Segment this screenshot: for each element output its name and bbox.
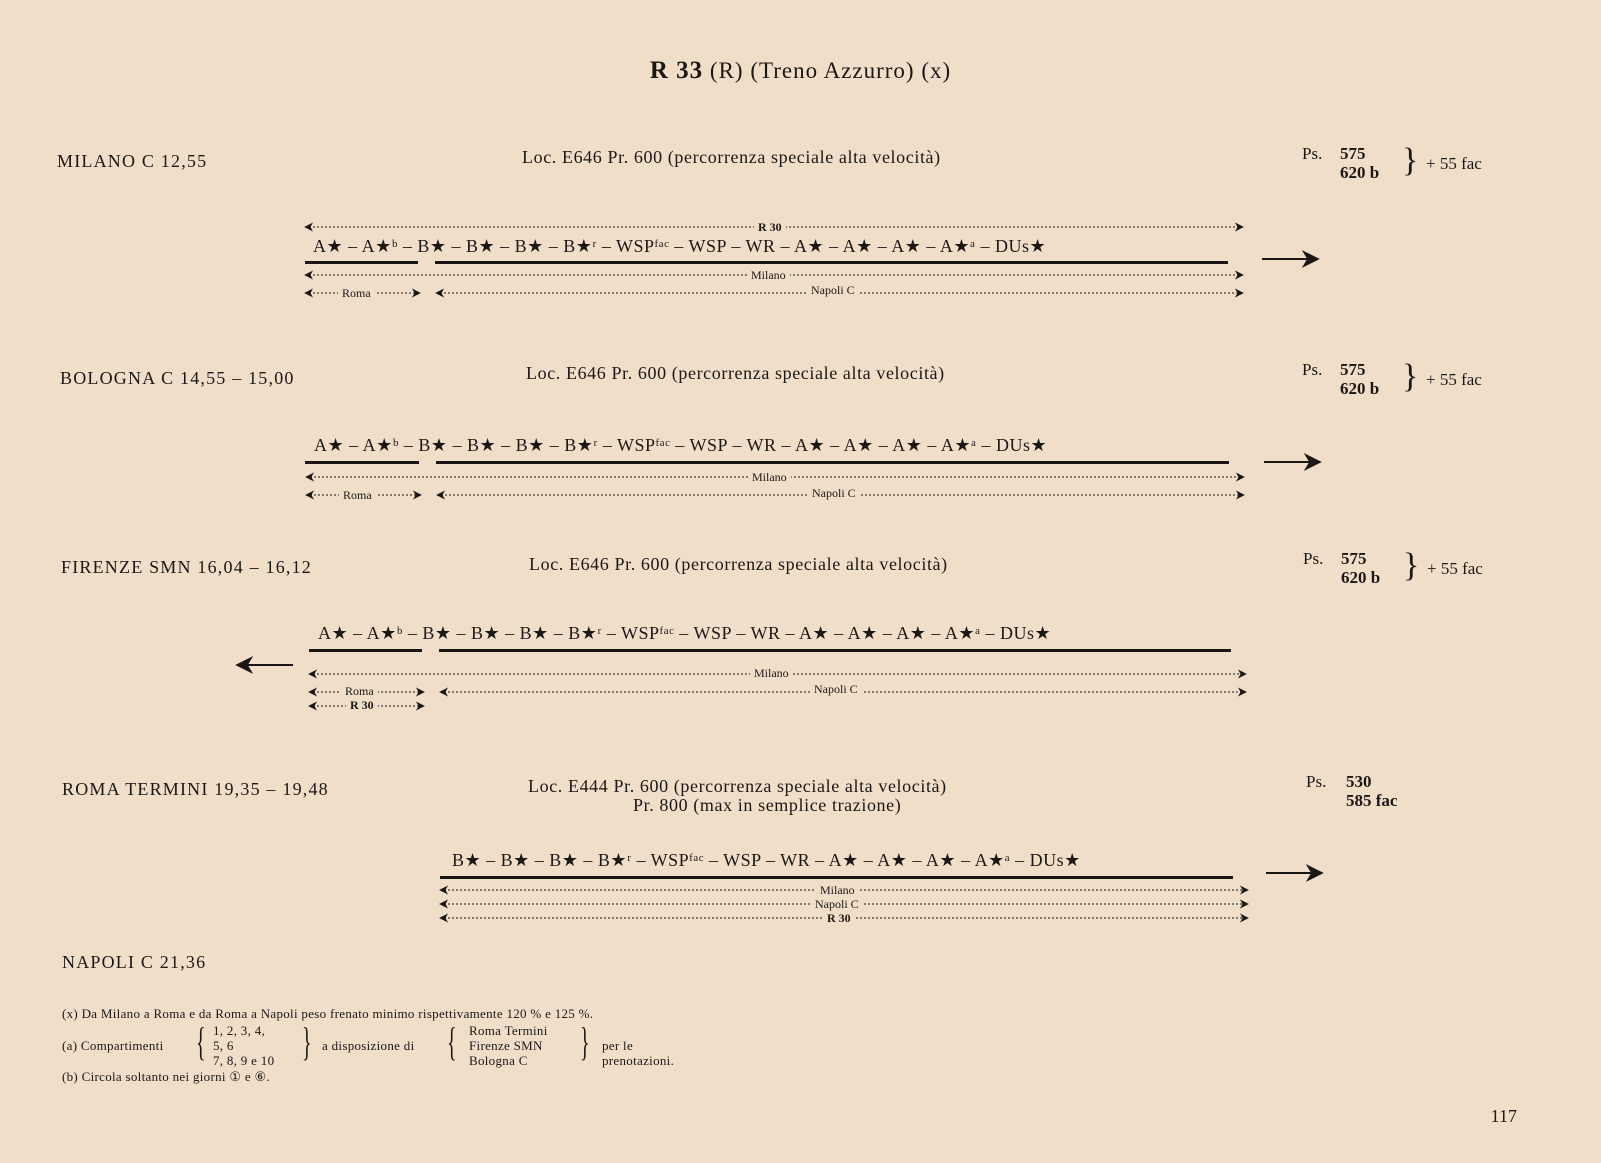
label-napoli: Napoli C [811,897,863,912]
station-bologna: BOLOGNA C 14,55 – 15,00 [60,368,295,388]
label-roma: Roma [339,488,376,503]
loco-info: Loc. E646 Pr. 600 (percorrenza speciale alta velocità) [526,363,945,383]
ps-value-1: 575 [1340,360,1366,379]
station-firenze: FIRENZE SMN 16,04 – 16,12 [61,557,313,577]
note-b: (b) Circola soltanto nei giorni ① e ⑥. [62,1069,270,1084]
label-napoli: Napoli C [810,682,862,697]
station-roma-termini: ROMA TERMINI 19,35 – 19,48 [62,779,329,799]
label-r30: R 30 [823,911,855,926]
composition-group-a: A★ – A★ᵇ – [318,623,418,643]
ps-value-2: 620 b [1341,568,1381,587]
note-a-mid: a disposizione di [322,1038,415,1053]
ps-extra: + 55 fac [1426,370,1482,389]
label-roma: Roma [341,684,378,699]
label-milano: Milano [750,666,793,681]
page-title [0,57,1601,85]
note-a-list-2: 5, 6 [213,1038,234,1053]
brace-left-2: { [447,1019,457,1064]
note-x: (x) Da Milano a Roma e da Roma a Napoli peso frenato minimo rispettivamente 120 % e 125 %. [62,1006,594,1021]
label-roma: Roma [338,286,375,301]
ps-extra: + 55 fac [1427,559,1483,578]
ps-value-2: 620 b [1340,379,1380,398]
ps-extra: + 55 fac [1426,154,1482,173]
composition-group-a: A★ – A★ᵇ – [314,435,414,455]
loco-info-2: Pr. 800 (max in semplice trazione) [633,795,902,815]
composition-group-a: A★ – A★ᵇ – [313,236,413,256]
note-a-station-1: Roma Termini [469,1023,548,1038]
loco-info: Loc. E646 Pr. 600 (percorrenza speciale alta velocità) [522,147,941,167]
brace: } [1402,358,1419,395]
station-milano: MILANO C 12,55 [57,151,208,171]
ps-value-1: 575 [1341,549,1367,568]
note-a-suffix: per le prenotazioni. [602,1038,675,1068]
brace-right-2: } [580,1019,590,1064]
train-description: (R) (Treno Azzurro) (x) [709,58,952,83]
weight-block [1302,144,1522,184]
loco-info: Loc. E444 Pr. 600 (percorrenza speciale alta velocità) [528,776,947,796]
label-milano: Milano [816,883,859,898]
station-napoli: NAPOLI C 21,36 [62,952,207,972]
train-number: R 33 [649,57,704,84]
page-number: 117 [1490,1106,1517,1126]
ps-value-1: 530 [1346,772,1372,791]
route-arrows [0,440,1601,510]
ps-label: Ps. [1302,144,1323,163]
brace-left: { [196,1019,206,1064]
loco-info: Loc. E646 Pr. 600 (percorrenza speciale alta velocità) [529,554,948,574]
route-arrows [0,215,1601,305]
note-a-list-3: 7, 8, 9 e 10 [213,1053,275,1068]
label-milano: Milano [747,268,790,283]
footnotes [62,1006,675,1084]
composition-group-b: B★ – B★ – B★ – B★ʳ – WSPᶠᵃᶜ – WSP – WR – A★ – A★ – A★ – A★ᵃ – DUs★ [418,435,1048,455]
label-milano: Milano [748,470,791,485]
note-a-station-3: Bologna C [469,1053,528,1068]
weight-block [1306,772,1506,812]
brace: } [1403,547,1420,584]
brace: } [1402,142,1419,179]
ps-label: Ps. [1302,360,1323,379]
label-napoli: Napoli C [807,283,859,298]
brace-right: } [302,1019,312,1064]
ps-value-2: 585 fac [1346,791,1398,810]
composition-group-b: B★ – B★ – B★ – B★ʳ – WSPᶠᵃᶜ – WSP – WR – A★ – A★ – A★ – A★ᵃ – DUs★ [422,623,1052,643]
route-arrows [0,860,1601,930]
note-a-station-2: Firenze SMN [469,1038,543,1053]
note-a [62,1019,675,1069]
note-a-prefix: (a) Compartimenti [62,1038,164,1053]
weight-block [1303,549,1523,589]
label-napoli: Napoli C [808,486,860,501]
label-r30: R 30 [754,220,786,235]
composition-group-b: B★ – B★ – B★ – B★ʳ – WSPᶠᵃᶜ – WSP – WR – A★ – A★ – A★ – A★ᵃ – DUs★ [417,236,1047,256]
route-arrows [0,640,1601,715]
weight-block [1302,360,1522,400]
ps-value-2: 620 b [1340,163,1380,182]
ps-label: Ps. [1306,772,1327,791]
label-r30: R 30 [346,698,378,713]
ps-label: Ps. [1303,549,1324,568]
ps-value-1: 575 [1340,144,1366,163]
composition-group-b: B★ – B★ – B★ – B★ʳ – WSPᶠᵃᶜ – WSP – WR – A★ – A★ – A★ – A★ᵃ – DUs★ [452,850,1081,870]
note-a-list-1: 1, 2, 3, 4, [213,1023,266,1038]
